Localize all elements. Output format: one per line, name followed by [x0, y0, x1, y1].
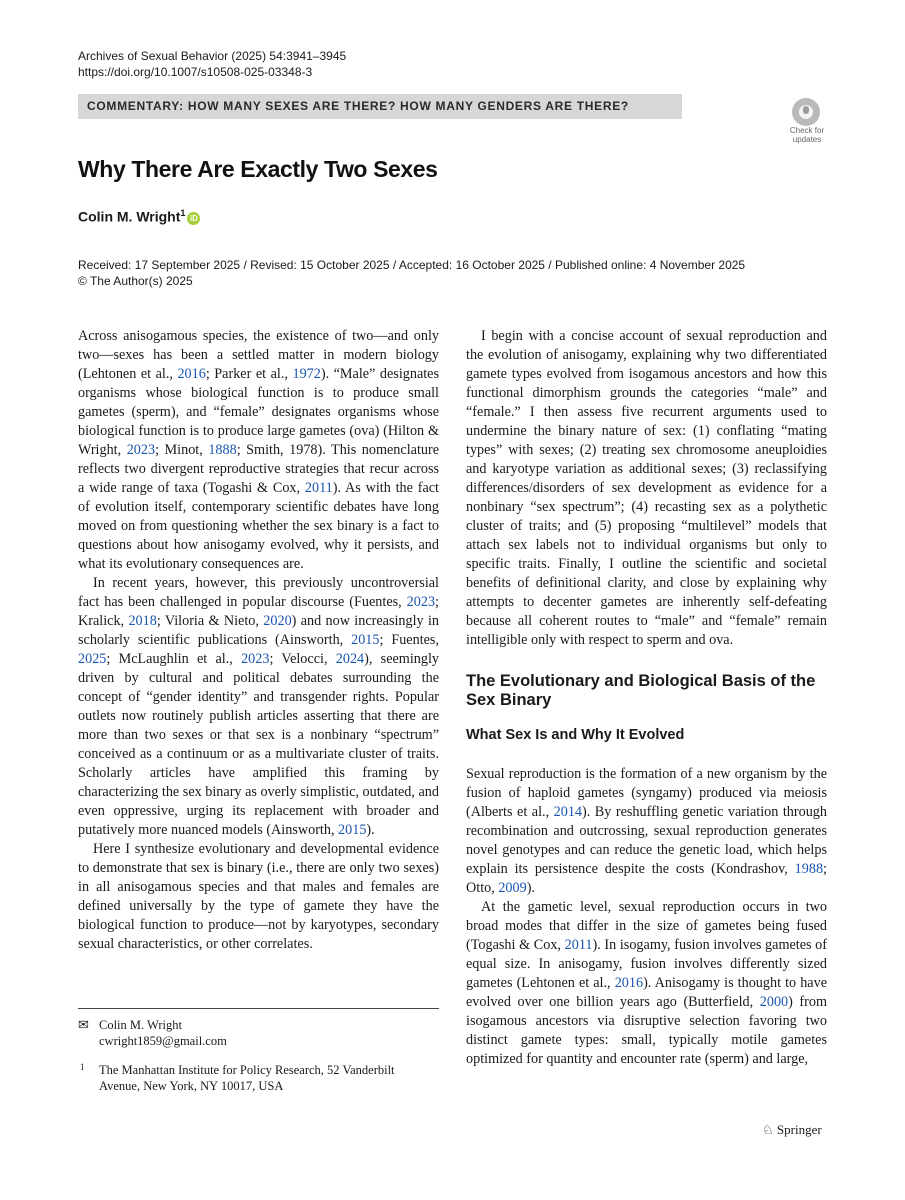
- citation-link[interactable]: 2023: [406, 594, 436, 610]
- journal-citation: [78, 48, 346, 80]
- affiliation: The Manhattan Institute for Policy Research, 52 Vanderbilt Avenue, New York, NY 10017, USA: [99, 1063, 395, 1093]
- publisher-name: Springer: [776, 1122, 822, 1137]
- paragraph-2: In recent years, however, this previously uncontroversial fact has been challenged in popular discourse (Fuentes, 2023; Kralick, 2018; Viloria & Nieto, 2020) and now increasingly in scholarly scientific publications (Ainsworth, 2015; Fuentes, 2025; McLaughlin et al., 2023; Velocci, 2024), seemingly driven by cultural and political debates surrounding the concept of “gender identity” and transgender rights. Popular outlets now routinely publish articles asserting that there are more than two sexes or that sex is a nonbinary “spectrum” conceived as a continuum or as a multivariate cluster of traits. Scholarly articles have amplified this framing by characterizing the sex binary as overly simplistic, outdated, and even oppressive, urging its replacement with broader and putatively more nuanced models (Ainsworth, 2015).: [78, 575, 440, 838]
- citation-link[interactable]: 2023: [241, 651, 270, 667]
- paragraph-3: Here I synthesize evolutionary and developmental evidence to demonstrate that sex is binary (i.e., there are only two sexes) in all anisogamous species and that males and females are defined universally by the type of gamete they have the biological function to produce—not by karyotypes, secondary sexual characteristics, or other correlates.: [78, 841, 439, 952]
- journal-line: Archives of Sexual Behavior (2025) 54:3941–3945: [78, 49, 347, 63]
- citation-link[interactable]: 2025: [78, 651, 107, 667]
- citation-link[interactable]: 1988: [794, 861, 824, 877]
- springer-horse-icon: ♘: [762, 1122, 774, 1137]
- copyright: © The Author(s) 2025: [78, 274, 193, 288]
- affiliation-number: 1: [80, 1062, 85, 1072]
- citation-link[interactable]: 1972: [292, 366, 321, 382]
- check-for-updates-badge[interactable]: [786, 98, 828, 144]
- publisher-logo: [762, 1122, 822, 1138]
- check-updates-line1: Check for: [789, 126, 825, 135]
- right-column: [466, 327, 827, 1069]
- check-updates-line2: updates: [792, 135, 822, 144]
- article-dates: [78, 257, 745, 289]
- footnote-divider: [78, 1008, 439, 1009]
- citation-link[interactable]: 2023: [126, 442, 156, 458]
- citation-link[interactable]: 2020: [263, 613, 292, 629]
- citation-link[interactable]: 2011: [304, 480, 333, 496]
- corresponding-author: [99, 1017, 227, 1049]
- author-line: [78, 208, 200, 225]
- citation-link[interactable]: 2015: [338, 822, 367, 838]
- citation-link[interactable]: 2016: [614, 975, 644, 991]
- paragraph-6: At the gametic level, sexual reproduction occurs in two broad modes that differ in the size of gametes being fused (Togashi & Cox, 2011). In isogamy, fusion involves gametes of equal size. In anisogamy, fusion involves differently sized gametes (Lehtonen et al., 2016). Anisogamy is thought to have evolved over one billion years ago (Butterfield, 2000) from isogamous ancestors via disruptive selection favoring two distinct gamete types: small, typically motile gametes optimized for quantity and encounter rate (sperm) and large,: [466, 899, 827, 1067]
- contact-email[interactable]: cwright1859@gmail.com: [99, 1034, 227, 1048]
- contact-name: Colin M. Wright: [99, 1018, 182, 1032]
- author-affiliation-mark: 1: [180, 208, 186, 218]
- citation-link[interactable]: 2024: [335, 651, 365, 667]
- citation-link[interactable]: 2018: [128, 613, 157, 629]
- citation-link[interactable]: 2011: [564, 937, 593, 953]
- citation-link[interactable]: 2000: [759, 994, 789, 1010]
- paragraph-5: Sexual reproduction is the formation of a new organism by the fusion of haploid gametes (syngamy) produced via meiosis (Alberts et al., 2014). By reshuffling genetic variation through recombination and outcrossing, sexual reproduction generates novel genotypes and can reduce the genetic load, which helps explain its persistence despite the costs (Kondrashov, 1988; Otto, 2009).: [466, 766, 827, 896]
- citation-link[interactable]: 1888: [208, 442, 237, 458]
- check-updates-icon: [792, 98, 820, 126]
- orcid-icon[interactable]: iD: [187, 212, 200, 225]
- section-band-label: COMMENTARY: HOW MANY SEXES ARE THERE? HOW MANY GENDERS ARE THERE?: [87, 99, 629, 113]
- citation-link[interactable]: 2015: [351, 632, 380, 648]
- author-name[interactable]: Colin M. Wright: [78, 208, 181, 225]
- doi-link[interactable]: https://doi.org/10.1007/s10508-025-03348-3: [78, 65, 313, 79]
- history-dates: Received: 17 September 2025 / Revised: 15 October 2025 / Accepted: 16 October 2025 / Published online: 4 November 2025: [78, 258, 746, 272]
- citation-link[interactable]: 2009: [498, 880, 527, 896]
- section-heading: The Evolutionary and Biological Basis of the Sex Binary: [466, 672, 816, 709]
- envelope-icon: ✉: [78, 1017, 89, 1032]
- left-column: [78, 327, 439, 954]
- section-band: [78, 94, 682, 119]
- citation-link[interactable]: 2016: [177, 366, 206, 382]
- citation-link[interactable]: 2014: [553, 804, 583, 820]
- article-title: Why There Are Exactly Two Sexes: [78, 156, 438, 182]
- paragraph-1: Across anisogamous species, the existence of two—and only two—sexes has been a settled matter in modern biology (Lehtonen et al., 2016; Parker et al., 1972). “Male” designates organisms whose biological function is to produce small gametes (sperm), and “female” designates organisms whose biological function is to produce large gametes (ova) (Hilton & Wright, 2023; Minot, 1888; Smith, 1978). This nomenclature reflects two divergent reproductive strategies that recur across a wide range of taxa (Togashi & Cox, 2011). As with the fact of evolution itself, contemporary scientific debates have long moved on from questioning whether the sex binary is a fact to questions about how anisogamy evolved, why it persists, and what its evolutionary consequences are.: [78, 328, 440, 572]
- paragraph-4: I begin with a concise account of sexual reproduction and the evolution of anisogamy, explaining why two differentiated gamete types evolved from isogamous ancestors and how this functional dimorphism grounds the categories “male” and “female.” I then assess five recurrent arguments used to undermine the binary nature of sex: (1) conflating “mating types” with sexes; (2) treating sex chromosome aneuploidies and karyotype variation as additional sexes; (3) reclassifying differences/disorders of sex development as evidence for a nonbinary “sex spectrum”; (4) recasting sex as a polythetic cluster of traits; and (5) proposing “multilevel” models that attach sex labels not to individual organisms but only to specific traits. Finally, I outline the scientific and societal benefits of definitional clarity, and close by explaining why attempts to decenter gametes are inherently self-defeating because all coherent routes to “male” and “female” remain intelligible only with respect to sperm and ova.: [466, 328, 827, 648]
- subsection-heading: What Sex Is and Why It Evolved: [466, 727, 685, 743]
